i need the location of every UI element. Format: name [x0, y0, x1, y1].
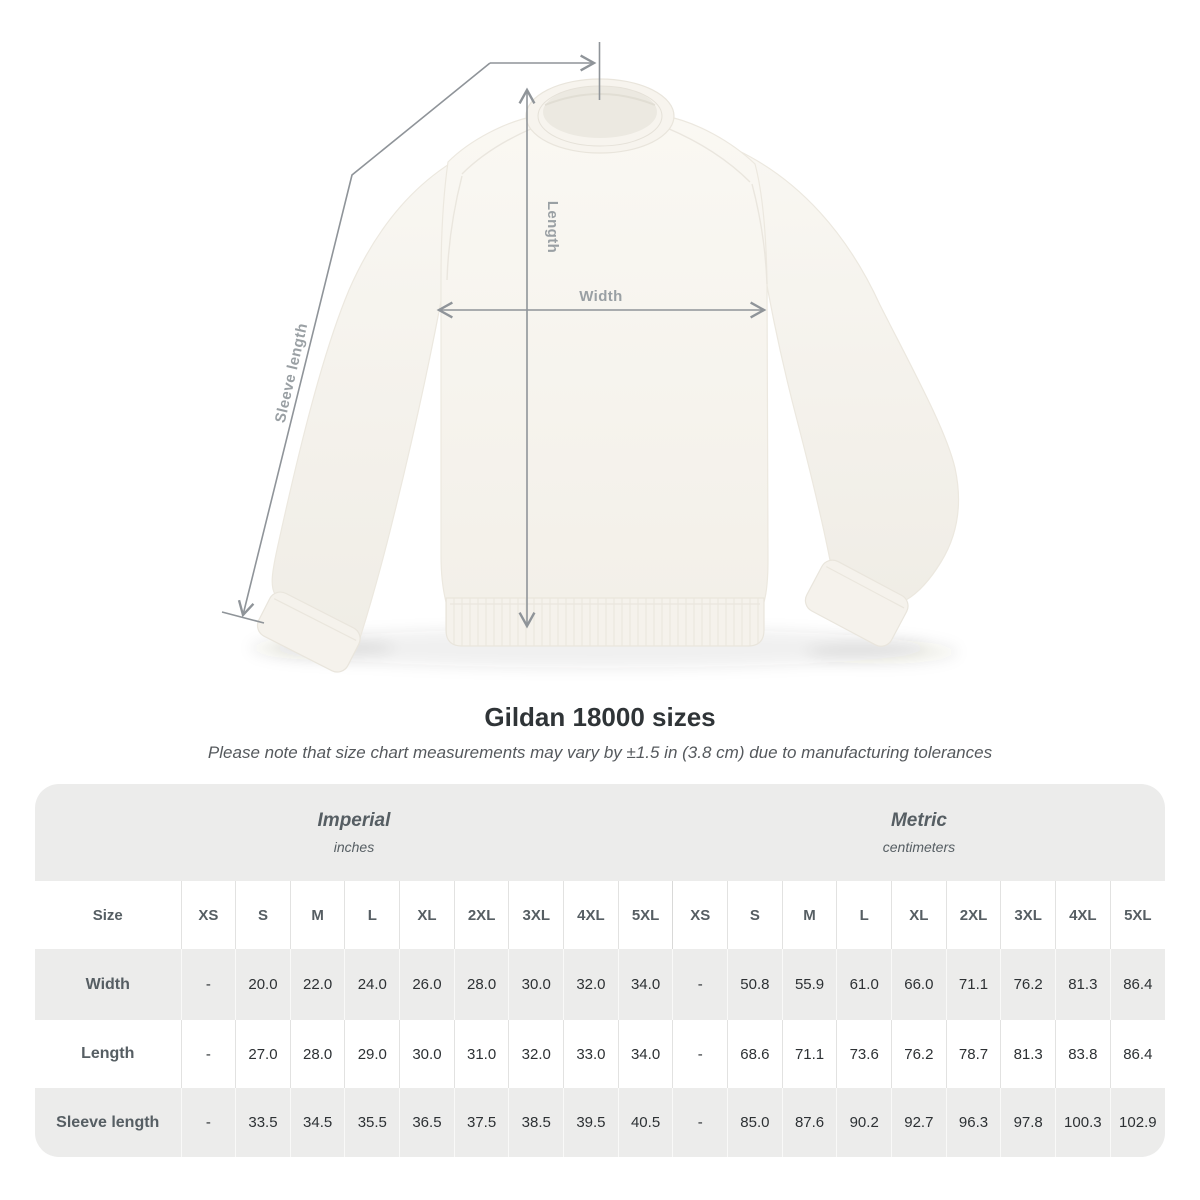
value-cell: 86.4 [1110, 1020, 1165, 1088]
value-cell: 76.2 [892, 1020, 947, 1088]
size-cell: M [782, 881, 837, 949]
value-cell: 90.2 [837, 1088, 892, 1157]
value-cell: 22.0 [290, 949, 345, 1020]
tolerance-note: Please note that size chart measurements may vary by ±1.5 in (3.8 cm) due to manufacturing tolerances [207, 743, 993, 762]
left-sleeve [272, 152, 470, 638]
value-cell: 32.0 [564, 949, 619, 1020]
row-label: Length [35, 1020, 181, 1088]
value-cell: 33.0 [564, 1020, 619, 1088]
value-cell: 28.0 [290, 1020, 345, 1088]
imperial-unit-label: inches [333, 839, 375, 855]
size-cell: 3XL [509, 881, 564, 949]
metric-header-cell [673, 784, 1165, 881]
value-cell: - [181, 1088, 236, 1157]
size-cell: 2XL [946, 881, 1001, 949]
value-cell: 100.3 [1056, 1088, 1111, 1157]
size-column-header: Size [35, 881, 181, 949]
size-cell: XS [673, 881, 728, 949]
size-cell: 2XL [454, 881, 509, 949]
value-cell: 30.0 [509, 949, 564, 1020]
row-label: Sleeve length [35, 1088, 181, 1157]
value-cell: 50.8 [728, 949, 783, 1020]
value-cell: 92.7 [892, 1088, 947, 1157]
size-cell: 4XL [564, 881, 619, 949]
size-cell: XS [181, 881, 236, 949]
unit-header-row [35, 784, 1165, 881]
value-cell: 31.0 [454, 1020, 509, 1088]
value-cell: 33.5 [236, 1088, 291, 1157]
size-cell: L [345, 881, 400, 949]
value-cell: 68.6 [728, 1020, 783, 1088]
right-sleeve [737, 150, 959, 600]
value-cell: 55.9 [782, 949, 837, 1020]
value-cell: 97.8 [1001, 1088, 1056, 1157]
value-cell: 34.0 [618, 949, 673, 1020]
value-cell: 36.5 [400, 1088, 455, 1157]
value-cell: - [181, 949, 236, 1020]
sweatshirt-body [441, 116, 768, 602]
size-cell: 3XL [1001, 881, 1056, 949]
value-cell: 26.0 [400, 949, 455, 1020]
width-row [35, 949, 1165, 1020]
value-cell: - [673, 949, 728, 1020]
value-cell: 66.0 [892, 949, 947, 1020]
size-cell: L [837, 881, 892, 949]
row-label: Width [35, 949, 181, 1020]
size-cell: S [728, 881, 783, 949]
size-chart-table [35, 784, 1165, 1157]
width-label: Width [579, 288, 623, 305]
size-cell: XL [892, 881, 947, 949]
sleeve-length-label: Sleeve length [271, 321, 312, 425]
size-cell: XL [400, 881, 455, 949]
size-header-row [35, 881, 1165, 949]
value-cell: 20.0 [236, 949, 291, 1020]
value-cell: - [181, 1020, 236, 1088]
value-cell: 78.7 [946, 1020, 1001, 1088]
size-cell: S [236, 881, 291, 949]
value-cell: 81.3 [1056, 949, 1111, 1020]
length-row [35, 1020, 1165, 1088]
page-title: Gildan 18000 sizes [484, 702, 716, 732]
value-cell: 29.0 [345, 1020, 400, 1088]
value-cell: 34.5 [290, 1088, 345, 1157]
value-cell: 71.1 [946, 949, 1001, 1020]
value-cell: 73.6 [837, 1020, 892, 1088]
value-cell: 27.0 [236, 1020, 291, 1088]
value-cell: - [673, 1088, 728, 1157]
value-cell: 32.0 [509, 1020, 564, 1088]
size-cell: M [290, 881, 345, 949]
value-cell: 28.0 [454, 949, 509, 1020]
value-cell: 102.9 [1110, 1088, 1165, 1157]
sleeve-length-row [35, 1088, 1165, 1157]
waistband [446, 598, 764, 646]
value-cell: - [673, 1020, 728, 1088]
value-cell: 30.0 [400, 1020, 455, 1088]
size-cell: 5XL [618, 881, 673, 949]
value-cell: 38.5 [509, 1088, 564, 1157]
length-label: Length [544, 200, 561, 254]
value-cell: 61.0 [837, 949, 892, 1020]
metric-unit-label: centimeters [882, 839, 956, 855]
imperial-header-cell [35, 784, 673, 881]
size-cell: 5XL [1110, 881, 1165, 949]
value-cell: 34.0 [618, 1020, 673, 1088]
value-cell: 71.1 [782, 1020, 837, 1088]
value-cell: 85.0 [728, 1088, 783, 1157]
value-cell: 35.5 [345, 1088, 400, 1157]
value-cell: 96.3 [946, 1088, 1001, 1157]
value-cell: 40.5 [618, 1088, 673, 1157]
value-cell: 24.0 [345, 949, 400, 1020]
size-cell: 4XL [1056, 881, 1111, 949]
value-cell: 76.2 [1001, 949, 1056, 1020]
value-cell: 87.6 [782, 1088, 837, 1157]
value-cell: 83.8 [1056, 1020, 1111, 1088]
value-cell: 81.3 [1001, 1020, 1056, 1088]
value-cell: 39.5 [564, 1088, 619, 1157]
size-chart-container [35, 784, 1165, 1157]
imperial-label: Imperial [317, 810, 391, 831]
value-cell: 37.5 [454, 1088, 509, 1157]
value-cell: 86.4 [1110, 949, 1165, 1020]
metric-label: Metric [890, 810, 947, 831]
